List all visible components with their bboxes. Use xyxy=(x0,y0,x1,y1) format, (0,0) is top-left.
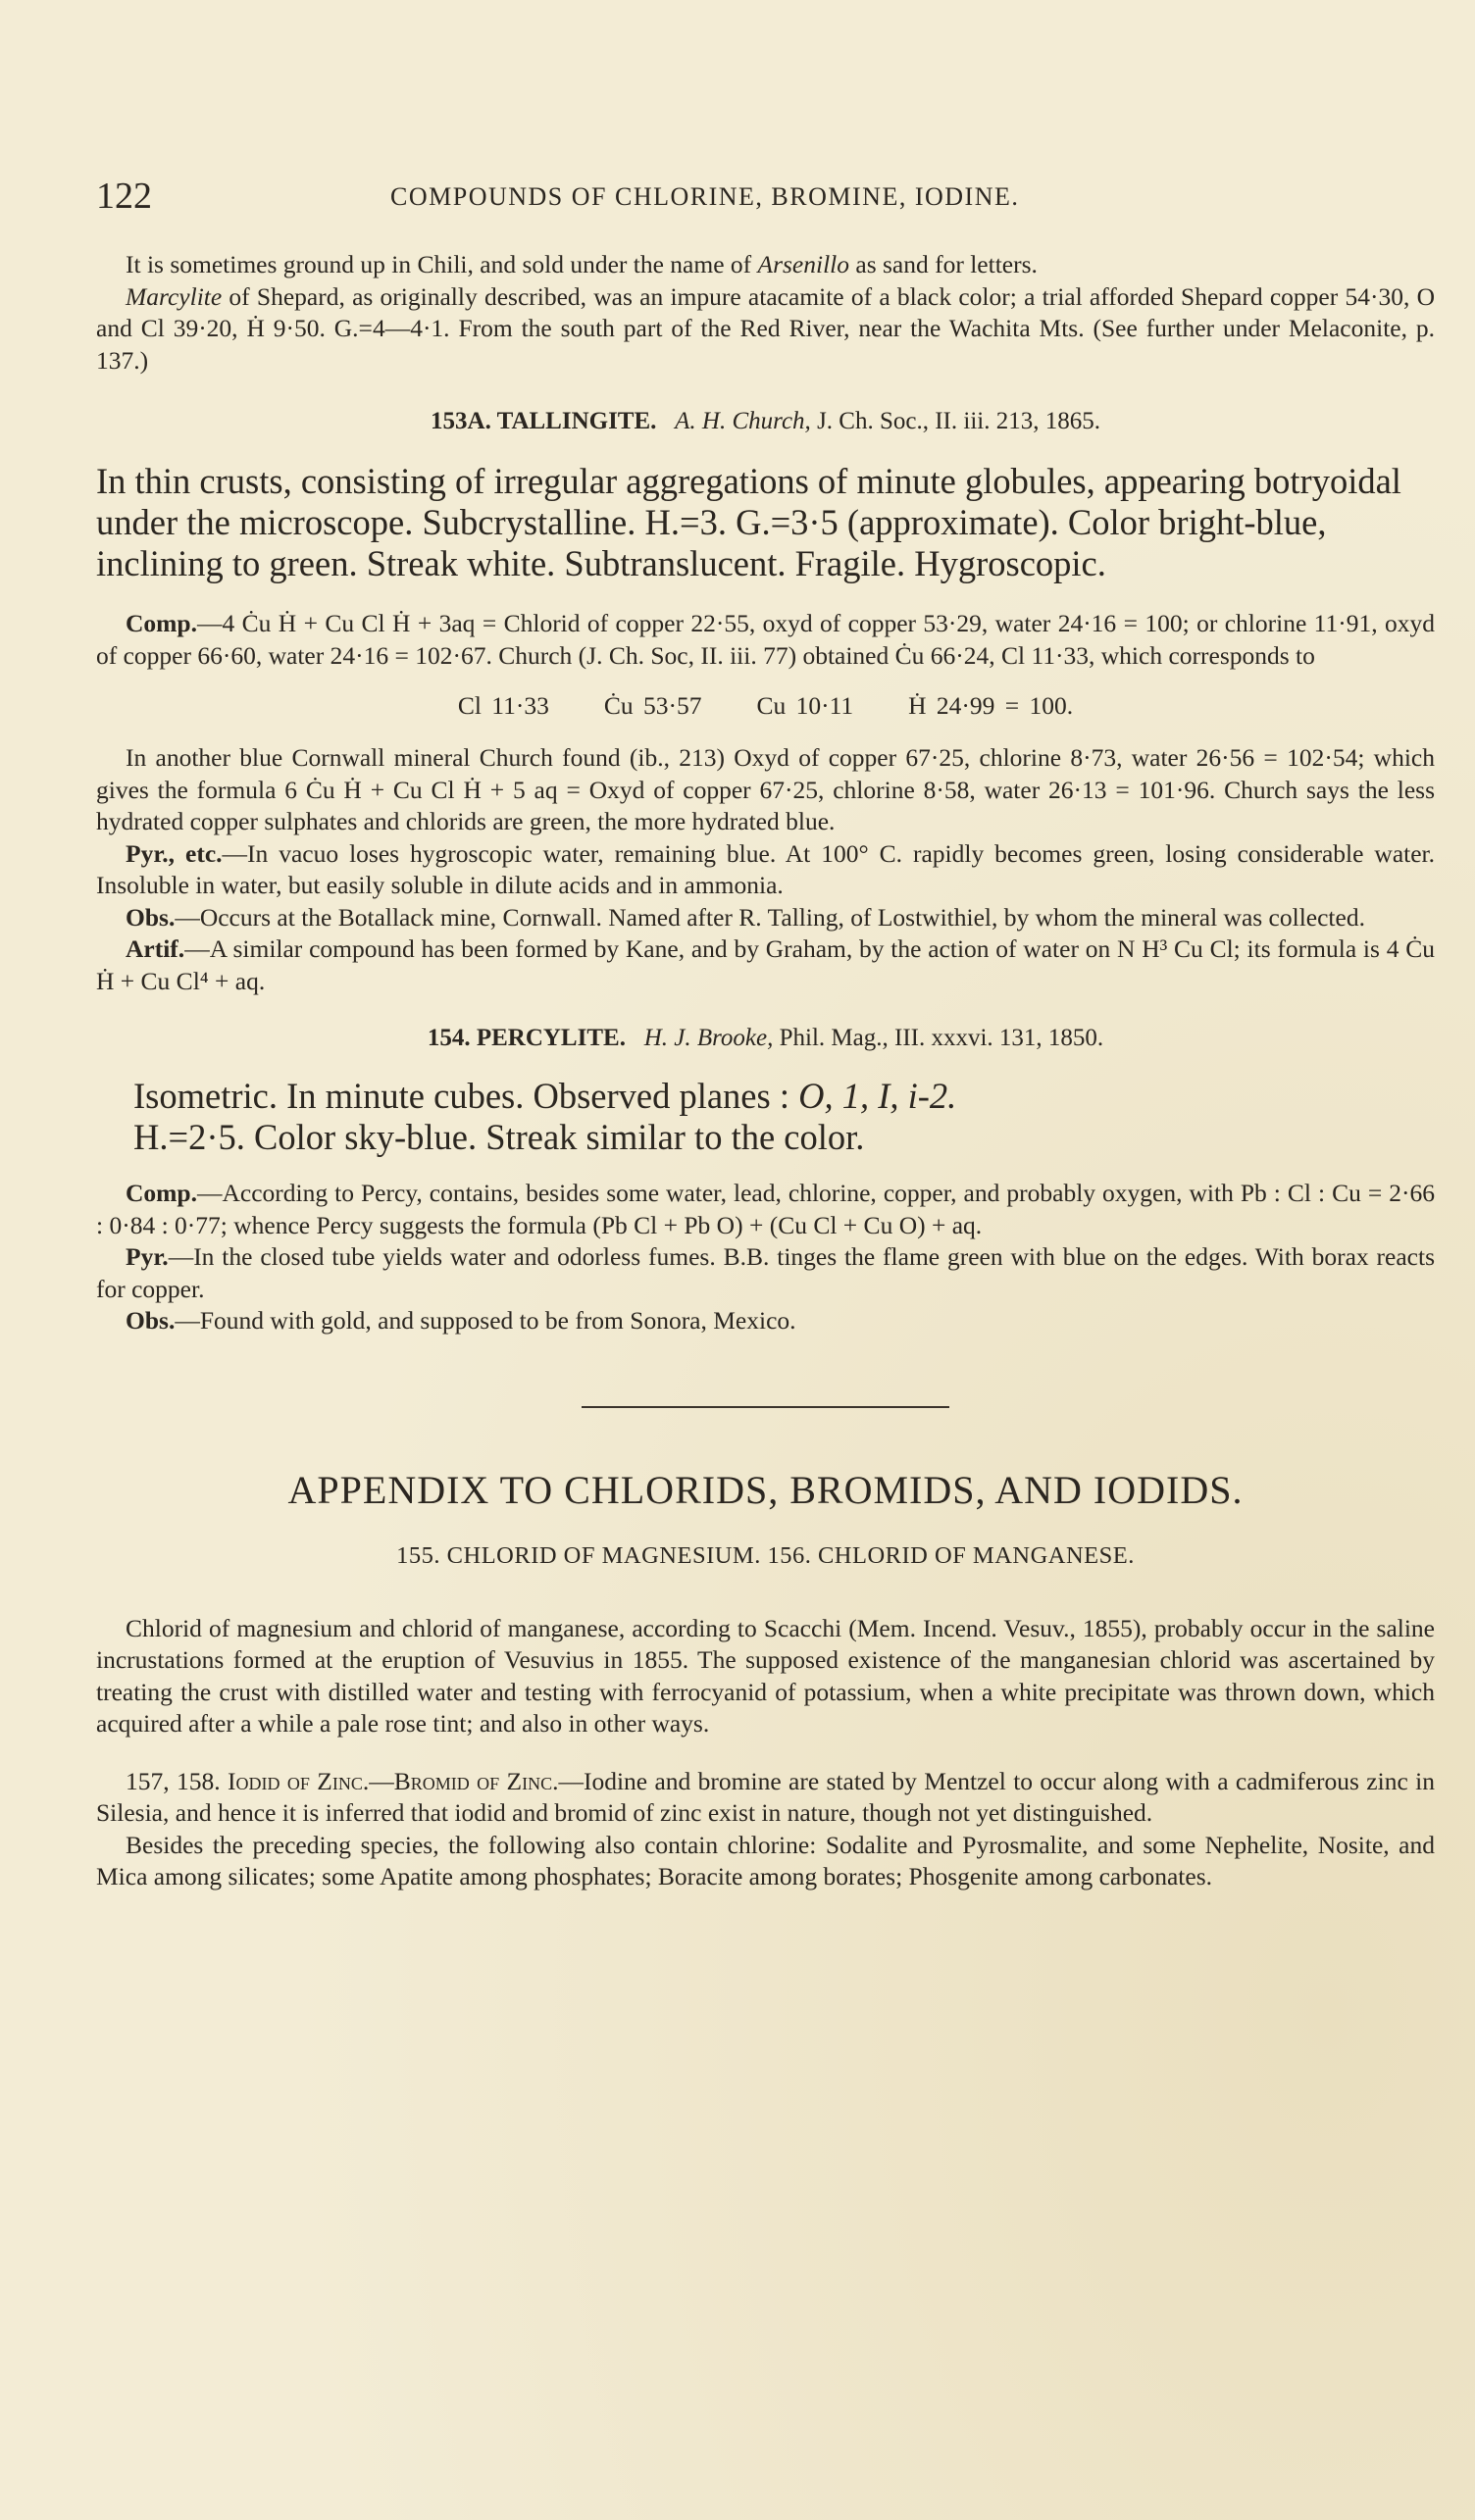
formula-term: Cu 10·11 xyxy=(756,691,854,720)
appendix-title: APPENDIX TO CHLORIDS, BROMIDS, AND IODIDS. xyxy=(287,1467,1244,1512)
appendix-paragraph-1: Chlorid of magnesium and chlorid of manganese, according to Scacchi (Mem. Incend. Vesuv., 1855), probably occur in the saline incrustations formed at the eruption of Vesuvius in 1855. The supposed existence of the manganesian chlorid was ascertained by treating the crust with distilled water and testing with ferrocyanid of potassium, when a white precipitate was thrown down, which acquired after a while a pale rose tint; and also in other ways. xyxy=(96,1613,1435,1738)
percylite-description xyxy=(96,1076,1435,1117)
marcylite-term: Marcylite xyxy=(126,281,223,311)
obs-text: —Found with gold, and supposed to be from Sonora, Mexico. xyxy=(175,1306,796,1335)
appendix-paragraph-3: Besides the preceding species, the following also contain chlorine: Sodalite and Pyrosmalite, and some Nephelite, Nosite, and Mica among silicates; some Apatite among phosphates; Boracite among borates; Phosgenite among carbonates. xyxy=(96,1830,1435,1890)
percylite-pyr xyxy=(96,1241,1435,1305)
pyr-text: —In vacuo loses hygroscopic water, remaining blue. At 100° C. rapidly becomes green, losing considerable water. Insoluble in water, but easily soluble in dilute acids and in ammonia. xyxy=(96,838,1436,899)
iodid-zinc-text: —Iodine and bromine are stated by Mentzel to occur along with a cadmiferous zinc in Silesia, and hence it is inferred that iodid and bromid of zinc exist in nature, though not yet distinguished. xyxy=(96,1766,1435,1827)
appendix-subhead: 155. CHLORID OF MAGNESIUM. 156. CHLORID OF MANGANESE. xyxy=(396,1541,1135,1569)
tallingite-heading xyxy=(96,406,1435,437)
pyr-text: —In the closed tube yields water and odorless fumes. B.B. tinges the flame green with blue on the edges. With borax reacts for copper. xyxy=(96,1242,1435,1303)
percylite-desc-text: Isometric. In minute cubes. Observed planes : xyxy=(133,1076,799,1116)
percylite-title: 154. PERCYLITE. xyxy=(427,1025,626,1051)
intro-text: It is sometimes ground up in Chili, and sold under the name of xyxy=(126,250,758,278)
artif-label: Artif. xyxy=(126,934,185,963)
page-header xyxy=(96,175,1430,224)
tallingite-artif xyxy=(96,933,1435,997)
percylite-composition xyxy=(96,1178,1435,1241)
appendix-paragraph-2 xyxy=(96,1766,1435,1830)
marcylite-paragraph xyxy=(96,281,1435,378)
percylite-reference: Phil. Mag., III. xxxvi. 131, 1850. xyxy=(773,1025,1104,1051)
tallingite-title: 153A. TALLINGITE. xyxy=(431,408,657,434)
tallingite-obs xyxy=(96,902,1435,934)
percylite-obs xyxy=(96,1305,1435,1337)
formula-term: Cl 11·33 xyxy=(457,691,549,720)
percylite-author: H. J. Brooke, xyxy=(643,1025,774,1051)
comp-text: —4 Ċu Ḣ + Cu Cl Ḣ + 3aq = Chlorid of copper 22·55, oxyd of copper 53·29, water 24·16 = 100; or chlorine 11·91, oxyd of copper 66·60, water 24·16 = 102·67. Church (J. Ch. Soc, II. iii. 77) obtained Ċu 66·24, Cl 11·33, which corresponds to xyxy=(96,609,1435,670)
running-title: COMPOUNDS OF CHLORINE, BROMINE, IODINE. xyxy=(390,182,1020,211)
pyr-label: Pyr. xyxy=(126,1242,169,1271)
intro-text-end: as sand for letters. xyxy=(849,250,1038,278)
tallingite-reference: J. Ch. Soc., II. iii. 213, 1865. xyxy=(810,408,1100,434)
pyr-label: Pyr., etc. xyxy=(126,838,223,868)
marcylite-text: of Shepard, as originally described, was an impure atacamite of a black color; a trial afforded Shepard copper 54·30, O and Cl 39·20, Ḣ 9·50. G.=4—4·1. From the south part of the Red River, near the Wachita Mts. (See further under Melaconite, p. 137.) xyxy=(96,281,1435,375)
formula-term: Ċu 53·57 xyxy=(603,691,702,720)
percylite-heading xyxy=(96,1023,1435,1054)
formula-term: Ḣ 24·99 = 100. xyxy=(908,691,1074,720)
percylite-planes: O, 1, I, i-2. xyxy=(798,1076,957,1116)
iodid-zinc-label: 157, 158. Iodid of Zinc.—Bromid of Zinc. xyxy=(126,1766,559,1795)
obs-label: Obs. xyxy=(126,1306,176,1335)
page-number: 122 xyxy=(96,176,152,217)
cornwall-paragraph: In another blue Cornwall mineral Church found (ib., 213) Oxyd of copper 67·25, chlorine 8·73, water 26·56 = 102·54; which gives the formula 6 Ċu Ḣ + Cu Cl Ḣ + 5 aq = Oxyd of copper 67·25, chlorine 8·58, water 26·13 = 101·96. Church says the less hydrated copper sulphates and chlorids are green, the more hydrated blue. xyxy=(96,743,1435,835)
section-divider xyxy=(582,1406,949,1408)
comp-text: —According to Percy, contains, besides some water, lead, chlorine, copper, and probably oxygen, with Pb : Cl : Cu = 2·66 : 0·84 : 0·77; whence Percy suggests the formula (Pb Cl + Pb O) + (Cu Cl + Cu O) + aq. xyxy=(96,1179,1435,1239)
tallingite-composition xyxy=(96,608,1435,672)
obs-label: Obs. xyxy=(126,902,176,932)
comp-label: Comp. xyxy=(126,609,197,637)
artif-text: —A similar compound has been formed by Kane, and by Graham, by the action of water on N H³ Cu Cl; its formula is 4 Ċu Ḣ + Cu Cl⁴ + aq. xyxy=(96,934,1435,995)
intro-italic-term: Arsenillo xyxy=(757,250,849,278)
intro-paragraph xyxy=(96,249,1435,281)
page-content xyxy=(96,249,1435,1893)
tallingite-author: A. H. Church, xyxy=(675,408,811,434)
tallingite-pyr xyxy=(96,838,1435,902)
comp-label: Comp. xyxy=(126,1179,197,1207)
obs-text: —Occurs at the Botallack mine, Cornwall. Named after R. Talling, of Lostwithiel, by whom the mineral was collected. xyxy=(175,902,1365,932)
tallingite-description: In thin crusts, consisting of irregular aggregations of minute globules, appearing botryoidal under the microscope. Subcrystalline. H.=3. G.=3·5 (approximate). Color bright-blue, inclining to green. Streak white. Subtranslucent. Fragile. Hygroscopic. xyxy=(96,461,1401,583)
tallingite-formula xyxy=(96,691,1435,721)
percylite-description-2: H.=2·5. Color sky-blue. Streak similar to the color. xyxy=(133,1117,865,1157)
